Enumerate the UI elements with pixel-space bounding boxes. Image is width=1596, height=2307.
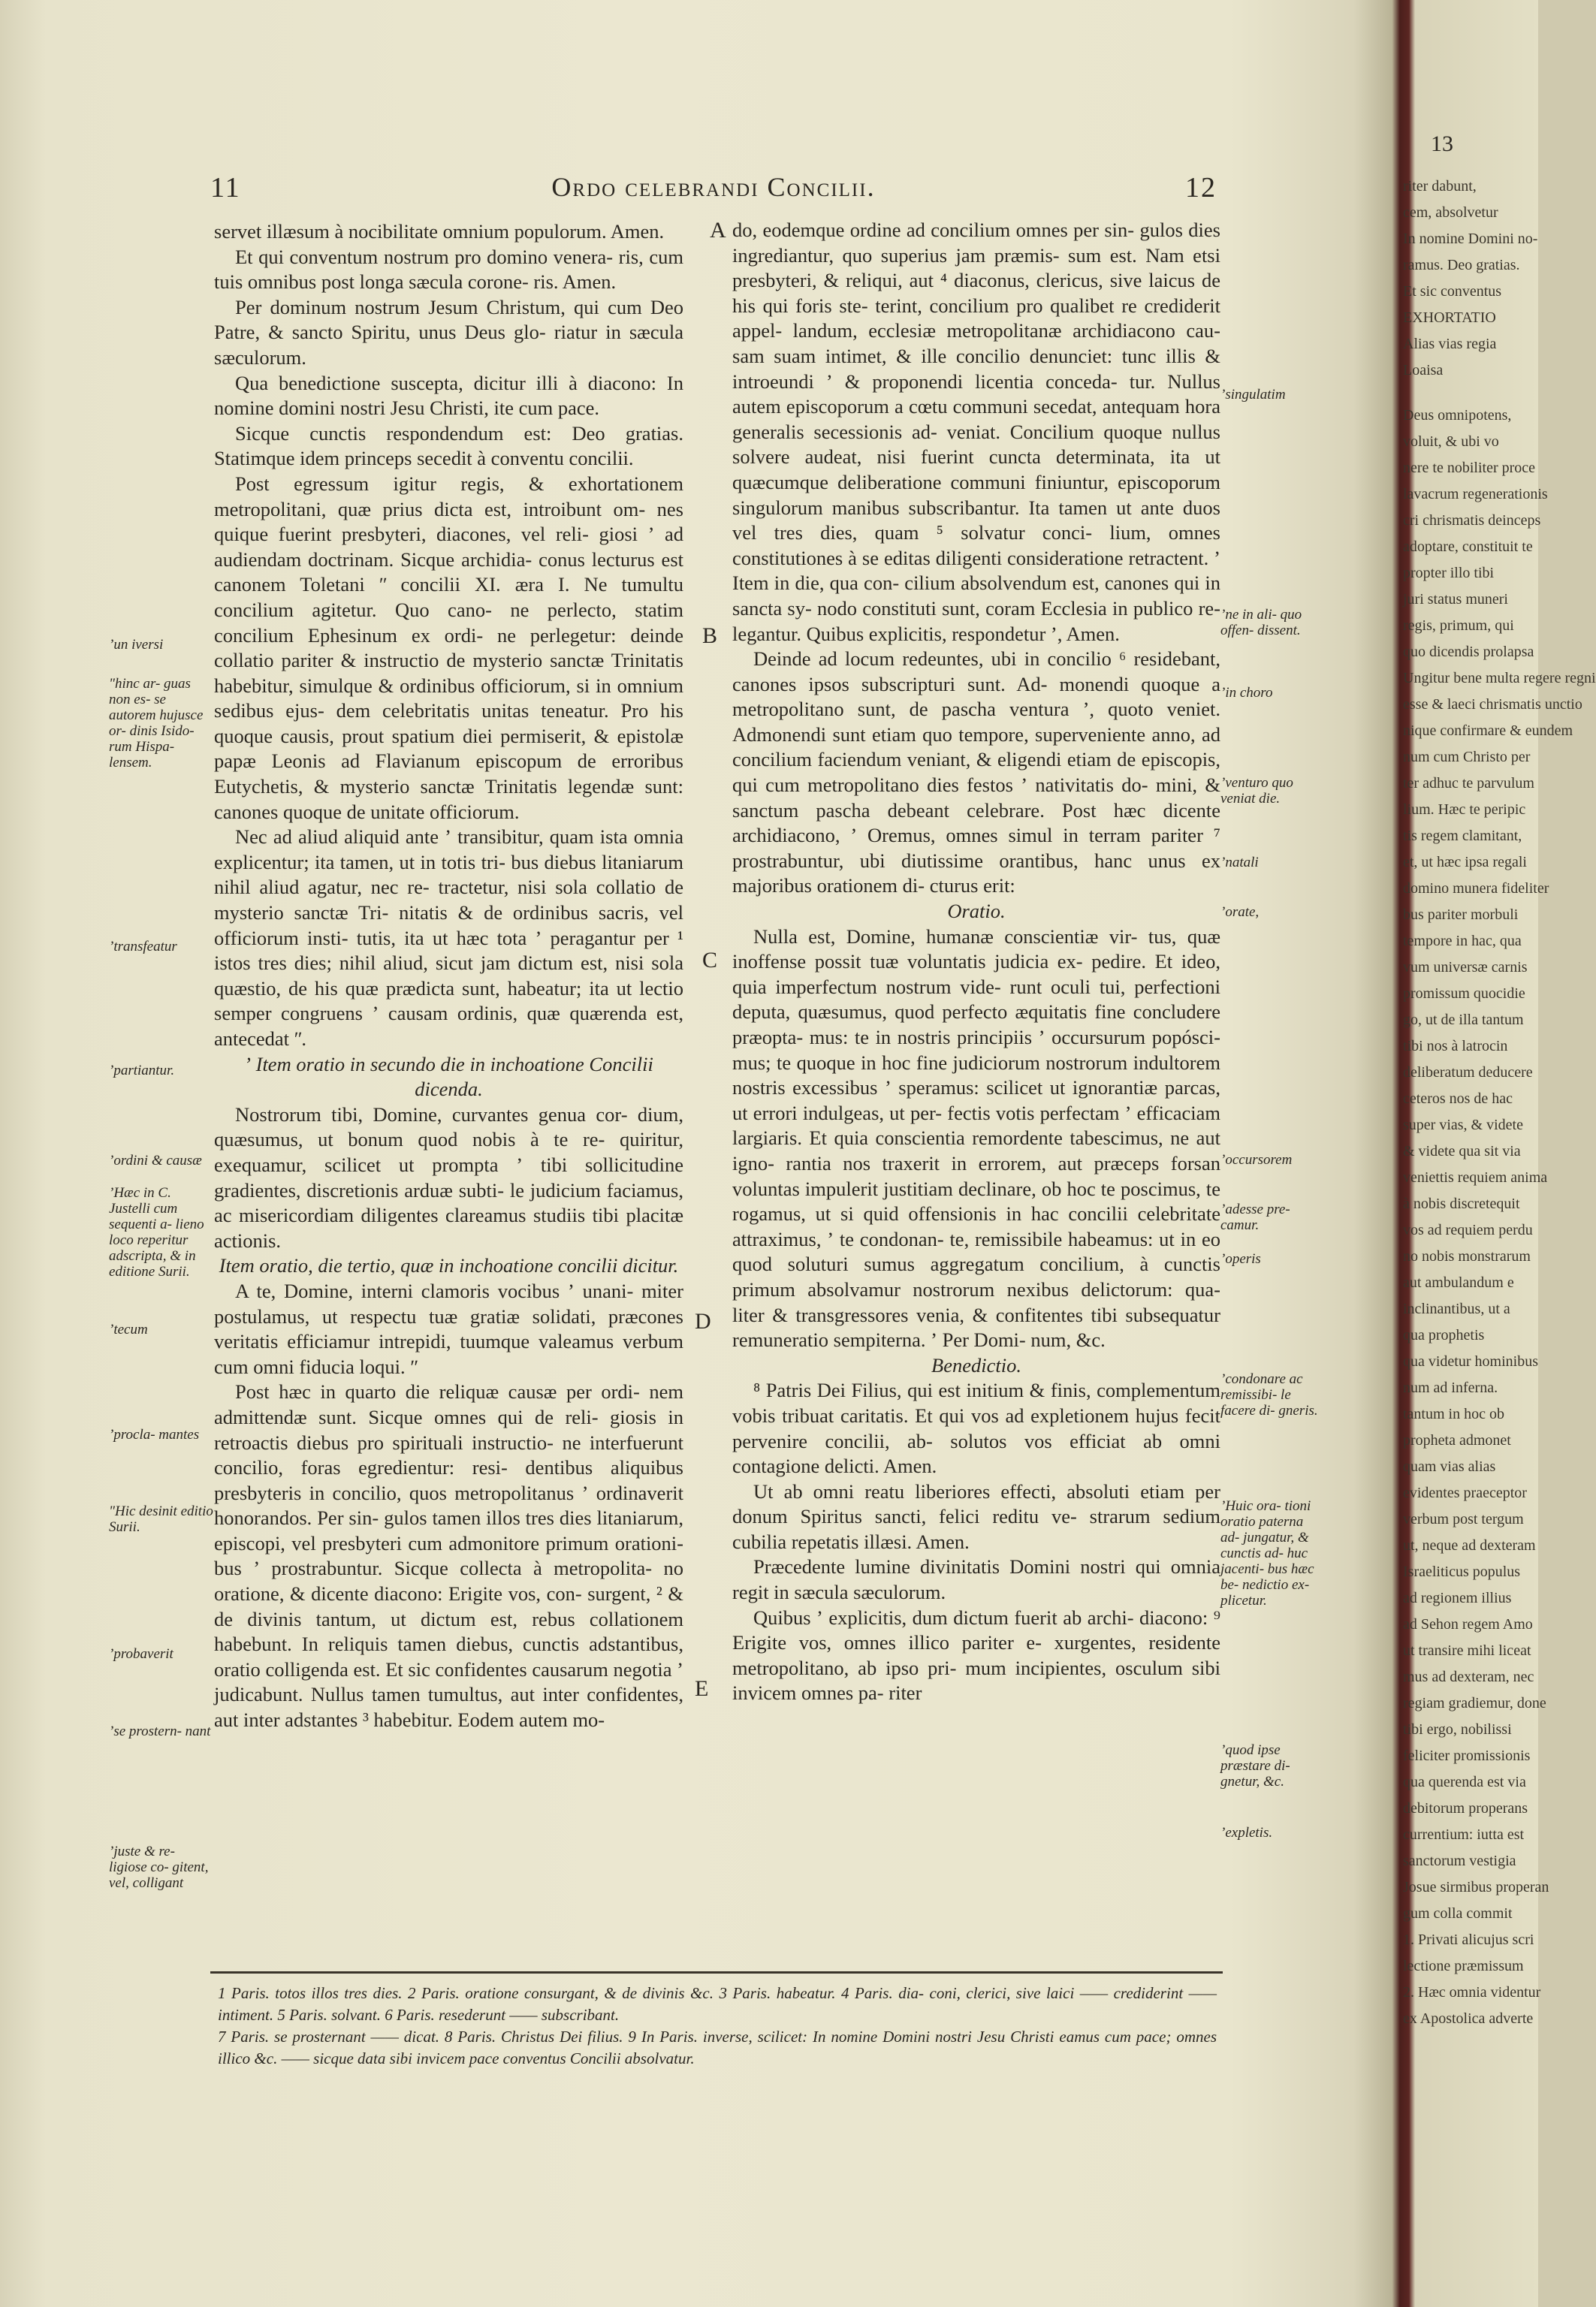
facing-page-fragment: quam vias alias	[1403, 1458, 1496, 1475]
paragraph: Deinde ad locum redeuntes, ubi in concilio ⁶ residebant, canones ipsos subscripturi sunt. Ad- monendi quoque a metropolitano sunt, de pascha ventura ʼ, quoto veniet. Admonendi sunt etiam quo tempore, superveniente anno, ad concilium faciendum veniant, & eligendi etiam de episcopis, qui cum metropolitano dies festos ʼ nativitatis do- mini, & sanctum pascha debeant celebrare. Post hæc dicente archidiacono, ʼ Oremus, omnes simul in terram pariter ⁷ prostrabuntur, ubi diutissime orantibus, hanc unus ex majoribus orationem di- cturus erit:	[732, 647, 1220, 897]
facing-page-fragment: no nobis monstrarum	[1403, 1248, 1531, 1265]
prayer-heading: ʼ Item oratio in secundo die in inchoatione Concilii dicenda.	[244, 1052, 653, 1101]
facing-page-fragment: à nobis discretequit	[1403, 1196, 1520, 1212]
facing-page-fragment: ter adhuc te parvulum	[1403, 775, 1534, 792]
facing-page-fragment: inclinantibus, ut a	[1403, 1301, 1510, 1317]
paragraph: ⁸ Patris Dei Filius, qui est initium & finis, complementum vobis tribuat caritatis. Et qui vos ad expletionem hujus fecit pervenire concilii, ab- solutos vos efficiat ab omni contagione delicti. Amen.	[732, 1379, 1220, 1478]
facing-page-fragment: ut transire mihi liceat	[1403, 1642, 1531, 1659]
margin-note: ʼjuste & re- ligiose co- gitent, vel, colligant	[109, 1844, 209, 1891]
facing-page-fragment: cem, absolvetur	[1403, 204, 1498, 221]
margin-note: ʼadesse pre- camur.	[1220, 1202, 1290, 1233]
margin-note: ʼse prostern- nant	[109, 1723, 211, 1739]
facing-page-fragment: Israeliticus populus	[1403, 1564, 1521, 1580]
facing-page-fragment: num cum Christo per	[1403, 749, 1531, 765]
facing-page-fragment: ramus. Deo gratias.	[1403, 257, 1520, 273]
section-letter-a: A	[710, 218, 726, 243]
paragraph: servet illæsum à nocibilitate omnium populorum. Amen.	[214, 220, 665, 243]
facing-page	[1389, 0, 1596, 2307]
facing-page-fragment: sanctorum vestigia	[1403, 1853, 1516, 1869]
facing-page-fragment: ex Apostolica adverte	[1403, 2010, 1534, 2027]
facing-page-fragment: quo dicendis prolapsa	[1403, 644, 1534, 660]
facing-page-fragment: bus pariter morbuli	[1403, 906, 1519, 923]
facing-page-fragment: feliciter promissionis	[1403, 1748, 1531, 1764]
margin-note: ʺhinc ar- guas non es- se autorem hujusce or- dinis Isido- rum Hispa- lensem.	[109, 676, 204, 771]
facing-page-fragment: currentium: iutta est	[1403, 1826, 1525, 1843]
section-letter-d: D	[695, 1309, 711, 1334]
paragraph: Præcedente lumine divinitatis Domini nostri qui omnia regit in sæcula sæculorum.	[732, 1555, 1220, 1604]
facing-page-fragment: nique confirmare & eundem	[1403, 722, 1573, 739]
facing-page-fragment: 1. Privati alicujus scri	[1403, 1932, 1534, 1948]
facing-page-fragment: ceteros nos de hac	[1403, 1090, 1513, 1107]
facing-page-fragment: debitorum properans	[1403, 1800, 1528, 1817]
facing-page-fragment: deliberatum deducere	[1403, 1064, 1533, 1081]
facing-page-fragment: mus ad dexteram, nec	[1403, 1669, 1534, 1685]
facing-page-fragment: ad regionem illius	[1403, 1590, 1512, 1606]
running-header	[210, 171, 1217, 209]
margin-note: ʼHæc in C. Justelli cum sequenti a- lieno loco reperitur adscripta, & in editione Surii.	[109, 1185, 204, 1280]
paragraph: Quibus ʼ explicitis, dum dictum fuerit ab archi- diacono: ⁹ Erigite vos, omnes illico pariter e- xurgentes, residente metropolitano, ab ipso pri- mum incipientes, osculum sibi invicem omnes pa- riter	[732, 1606, 1220, 1705]
margin-note: ʼun iversi	[109, 637, 164, 653]
facing-page-fragment: tempore in hac, qua	[1403, 933, 1522, 949]
facing-page-fragment: Et sic conventus	[1403, 283, 1502, 300]
facing-page-fragment: gum colla commit	[1403, 1905, 1513, 1922]
paragraph: Et qui conventum nostrum pro domino venera- ris, cum tuis omnibus post longa sæcula corone- ris. Amen.	[214, 245, 683, 294]
paragraph: Qua benedictione suscepta, dicitur illi à diacono: In nomine domini nostri Jesu Christi, ite cum pace.	[214, 371, 683, 420]
facing-page-fragment: verbum post tergum	[1403, 1511, 1524, 1527]
page-number-left: 11	[210, 172, 241, 204]
facing-page-fragment: promissum quocidie	[1403, 985, 1525, 1002]
facing-page-fragment: num ad inferna.	[1403, 1380, 1498, 1396]
facing-page-fragment: super vias, & videte	[1403, 1117, 1523, 1133]
section-letter-e: E	[695, 1676, 709, 1701]
facing-page-fragment: lectione præmissum	[1403, 1958, 1524, 1974]
facing-page-fragment: juri status muneri	[1403, 591, 1508, 608]
facing-page-fragment: Loaisa	[1403, 362, 1444, 378]
paragraph: Nostrorum tibi, Domine, curvantes genua cor- dium, quæsumus, ut bonum quod nobis à te re- quiritur, exequamur, scilicet ut prompta ʼ tibi sollicitudine gradientes, discretionis arduæ subti- le judicium faciamus, ac misericordiam diligentes clareamus studiis tibi placitæ actionis.	[214, 1102, 683, 1252]
facing-page-fragment: propheta admonet	[1403, 1432, 1511, 1449]
page-number-right: 12	[1185, 172, 1217, 204]
facing-page-fragment: vos ad requiem perdu	[1403, 1222, 1533, 1238]
margin-note: ʺHic desinit editio Surii.	[109, 1503, 213, 1535]
paragraph: Nec ad aliud aliquid ante ʼ transibitur, quam ista omnia explicentur; ita tamen, ut in totis tri- bus diebus litaniarum nihil aliud agatur, nec re- tractetur, nisi sola collatio de mysterio sanctæ Tri- nitatis & de ordinibus sacris, vel officiorum insti- tutis, ita ut hæc tota ʼ peragantur per ¹ istos tres dies; nihil aliud, sicut jam dictum est, nisi sola quæstio, de his quæ prædicta sunt, habeatur; ita ut lectio semper congruens ʼ causam ordinis, quæ quærenda est, antecedat ʺ.	[214, 825, 683, 1050]
facing-page-fragment: esse & laeci chrismatis unctio	[1403, 696, 1582, 713]
prayer-heading: Item oratio, die tertio, quæ in inchoatione concilii dicitur.	[219, 1254, 679, 1277]
facing-page-fragment: go, ut de illa tantum	[1403, 1012, 1524, 1028]
paragraph: Sicque cunctis respondendum est: Deo gratias. Statimque idem princeps secedit à conventu concilii.	[214, 421, 683, 470]
facing-page-fragment: et, ut hæc ipsa regali	[1403, 854, 1527, 870]
facing-page-fragment: lium. Hæc te peripic	[1403, 801, 1526, 818]
footnotes	[218, 1983, 1217, 2070]
facing-page-fragment: 2. Hæc omnia videntur	[1403, 1984, 1541, 2001]
margin-note: ʼHuic ora- tioni oratio paterna ad- jungatur, & cunctis ad- huc jacenti- bus hæc be- nedictio ex- plicetur.	[1220, 1498, 1314, 1609]
section-letter-c: C	[702, 948, 718, 973]
facing-page-fragment: riter dabunt,	[1403, 178, 1477, 195]
margin-note: ʼoperis	[1220, 1251, 1261, 1267]
facing-page-number: 13	[1431, 131, 1453, 156]
facing-page-fragment: propter illo tibi	[1403, 565, 1495, 581]
margin-note: ʼcondonare ac remissibi- le facere di- gneris.	[1220, 1371, 1318, 1419]
facing-page-fragment: & videte qua sit via	[1403, 1143, 1521, 1160]
facing-page-fragment: Josue sirmibus properan	[1403, 1879, 1549, 1895]
margin-note: ʼsingulatim	[1220, 387, 1286, 403]
prayer-heading: Oratio.	[947, 900, 1006, 923]
facing-page-fragment: qua prophetis	[1403, 1327, 1485, 1343]
facing-page-fragment: veniettis requiem anima	[1403, 1169, 1548, 1186]
footnote-line: 7 Paris. se prosternant —— dicat. 8 Paris. Christus Dei filius. 9 In Paris. inverse, scilicet: In nomine Domini nostri Jesu Christi eamus cum pace; omnes illico &c. —— sicque data sibi invicem pace conventus Concilii absolvatur.	[218, 2028, 1217, 2067]
facing-page-fragment: regis, primum, qui	[1403, 617, 1514, 634]
facing-page-fragment: evidentes praeceptor	[1403, 1485, 1527, 1501]
paragraph: A te, Domine, interni clamoris vocibus ʼ unani- miter postulamus, ut respectu tuæ gratiæ solidati, præcones veritatis efficiamur intrepidi, tuumque valeamus verbum cum omni fiducia loqui. ʺ	[214, 1279, 683, 1378]
margin-note: ʼne in ali- quo offen- dissent.	[1220, 607, 1302, 638]
margin-note: ʼpartiantur.	[109, 1063, 175, 1078]
margin-note: ʼnatali	[1220, 855, 1259, 870]
facing-page-fragment: qua videtur hominibus	[1403, 1353, 1538, 1370]
margin-note: ʼtransfeatur	[109, 939, 177, 954]
margin-note: ʼin choro	[1220, 685, 1273, 701]
paragraph: do, eodemque ordine ad concilium omnes per sin- gulos dies ingrediantur, quo superius jam præmis- sum est. Nam etsi presbyteri, & reliqui, aut ⁴ diaconus, clericus, sive laicus de his qui foris ste- terint, concilium pro qualibet re crediderit appel- landum, ecclesiæ metropolitanæ archidiacono cau- sam suam intimet, & ille concilio denunciet: tunc illis & introeundi ʼ & proponendi licentia conceda- tur. Nullus autem episcoporum a cœtu communi secedat, antequam hora generalis secessionis ad- veniat. Concilium quoque nullus solvere audeat, nisi fuerint cuncta determinata, ita ut quæcumque deliberatione communi finiuntur, episcoporum singulorum manibus subscribantur. Ita tamen ut ante duos vel tres dies, quam ⁵ solvatur conci- lium, omnes constitutiones à se editas diligenti consideratione retractent. ʼ Item in die, qua con- cilium absolvendum est, canones qui in sancta sy- nodo constituti sunt, coram Ecclesia in publico re- legantur. Quibus explicitis, respondetur ʼ, Amen.	[732, 219, 1220, 645]
facing-page-fragment: cri chrismatis deinceps	[1403, 512, 1541, 529]
section-letter-b: B	[702, 623, 718, 648]
facing-page-fragment: regiam gradiemur, done	[1403, 1695, 1546, 1711]
paragraph: Post egressum igitur regis, & exhortationem metropolitani, quæ prius dicta est, introibunt om- nes quique fuerint presbyteri, diacones, vel reli- giosi ʼ ad audiendam doctrinam. Sicque archidia- conus lecturus est canonem Toletani ʺ concilii XI. æra I. Ne tumultu concilium agitetur. Quo cano- ne perlecto, statim concilium Ephesinum ex ordi- ne perlegetur: deinde collatio pariter & instructio de mysterio sanctæ Trinitatis habebitur, simulque & ordinibus officiorum, si in omnium sedibus ejus- dem celebritatis unitas teneatur. Pro his quoque causis, prout spatium diei permiserit, & epistolæ papæ Leonis ad Flavianum episcopum de erroribus Eutychetis, & mysterio sanctæ Trinitatis legendæ sunt: canones quoque de unitate officiorum.	[214, 472, 683, 823]
paragraph: Ut ab omni reatu liberiores effecti, absoluti etiam per donum Spiritus sancti, felici reditu ve- strarum sedium cubilia repetatis illæsi. Amen.	[732, 1479, 1220, 1553]
paragraph: Post hæc in quarto die reliquæ causæ per ordi- nem admittendæ sunt. Sicque omnes qui de reli- giosis in retroactis diebus pro spirituali instructio- ne interfuerunt concilio, foras egredientur: resi- dentibus aliquibus presbyteris in concilio, quos metropolitanus ʼ ordinaverit honorandos. Per sin- gulos tamen illos tres dies litaniarum, episcopi, vel presbyteri cum admonitore primum orationi- bus ʼ prostrabuntur. Sicque collecta à metropolita- no oratione, & dicente diacono: Erigite vos, con- surgent, ² & de divinis tantum, ut dictum est, rebus collationem habebunt. In reliquis tamen diebus, cunctis adstantibus, oratio colligenda est. Et sic confidentes causarum negotia ʼ judicabunt. Nullus tamen tumultus, aut inter confidentes, aut inter adstantes ³ habebitur. Eodem autem mo-	[214, 1380, 683, 1732]
facing-page-fragment: ad Sehon regem Amo	[1403, 1616, 1533, 1633]
facing-page-fragment: tibi nos à latrocin	[1403, 1038, 1508, 1054]
facing-page-fragment: voluit, & ubi vo	[1403, 433, 1499, 450]
facing-page-fragment: ut, neque ad dexteram	[1403, 1537, 1536, 1554]
margin-note: ʼprobaverit	[109, 1646, 173, 1662]
facing-page-fragment: Alias vias regia	[1403, 336, 1497, 352]
facing-page-fragment: lavacrum regenerationis	[1403, 486, 1548, 502]
facing-page-fragment: tantum in hoc ob	[1403, 1406, 1504, 1422]
facing-page-fragment: Ungitur bene multa regere regni	[1403, 670, 1596, 686]
blessing-heading: Benedictio.	[931, 1353, 1021, 1377]
facing-page-fragment: In nomine Domini no-	[1403, 231, 1538, 247]
paragraph: Per dominum nostrum Jesum Christum, qui cum Deo Patre, & sancto Spiritu, unus Deus glo- riatur in sæcula sæculorum.	[214, 295, 683, 369]
facing-page-fragment: nere te nobiliter proce	[1403, 460, 1536, 476]
margin-note: ʼventuro quo veniat die.	[1220, 775, 1293, 807]
paragraph: Nulla est, Domine, humanæ conscientiæ vir- tus, quæ inoffense possit tuæ voluntatis judicia ex- pedire. Et ideo, quia imperfectum nostrum vide- runt oculi tui, perfectioni deputa, quæsumus, quod perfecto æquitatis fine concludere præopta- mus: te in nostris principiis ʼ occursurum popósci- mus; te quoque in hoc fine judiciorum nostrorum indultorem nostris excessibus ʼ speramus: scilicet ut ignorantiæ parcas, ut errori indulgeas, ut per- fectis votis perfectam ʼ efficaciam largiaris. Et quia conscientia remordente tabescimus, ne aut igno- rantia nos traxerit in errorem, aut præceps forsan voluntas impulerit justitiam declinare, ob hoc te poscimus, te rogamus, ut si quid offensionis in hac concilii celebritate attraximus, ʼ te condonan- te, remissibile habeamus: ut in eo quod soluturi sumus aggregatum concilium, à cunctis primum absolvamur nostrorum nexibus delictorum: qua- liter & transgressores venia, & confitentes tibi subsequatur remuneratio sempiterna. ʼ Per Domi- num, &c.	[732, 924, 1220, 1352]
left-text-column	[214, 219, 683, 1733]
margin-note: ʼexpletis.	[1220, 1825, 1273, 1841]
right-text-column	[732, 218, 1220, 1706]
facing-page-fragment: Deus omnipotens,	[1403, 407, 1512, 424]
margin-note: ʼprocla- mantes	[109, 1427, 200, 1443]
facing-page-fragment: vum universæ carnis	[1403, 959, 1528, 976]
margin-note: ʼtecum	[109, 1322, 148, 1337]
running-title: Ordo celebrandi Concilii.	[551, 172, 876, 202]
footnote-rule	[210, 1971, 1223, 1974]
margin-note: ʼorate,	[1220, 904, 1260, 920]
margin-note: ʼoccursorem	[1220, 1152, 1293, 1168]
footnote-line: 1 Paris. totos illos tres dies. 2 Paris. oratione consurgant, & de divinis &c. 3 Paris. habeatur. 4 Paris. dia- coni, clerici, sive laici —— crediderint —— intiment. 5 Paris. solvant. 6 Paris. resederunt —— subscribant.	[218, 1984, 1217, 2024]
margin-note: ʼordini & causæ	[109, 1153, 202, 1169]
facing-page-fragment: tis regem clamitant,	[1403, 828, 1522, 844]
facing-page-fragment: adoptare, constituit te	[1403, 538, 1533, 555]
facing-page-fragment: tibi ergo, nobilissi	[1403, 1721, 1512, 1738]
facing-page-fragment: qua querenda est via	[1403, 1774, 1526, 1790]
facing-page-fragment: domino munera fideliter	[1403, 880, 1549, 897]
facing-page-fragment: aut ambulandum e	[1403, 1274, 1514, 1291]
margin-note: ʼquod ipse præstare di- gnetur, &c.	[1220, 1742, 1290, 1790]
facing-page-fragment: EXHORTATIO	[1403, 309, 1496, 326]
